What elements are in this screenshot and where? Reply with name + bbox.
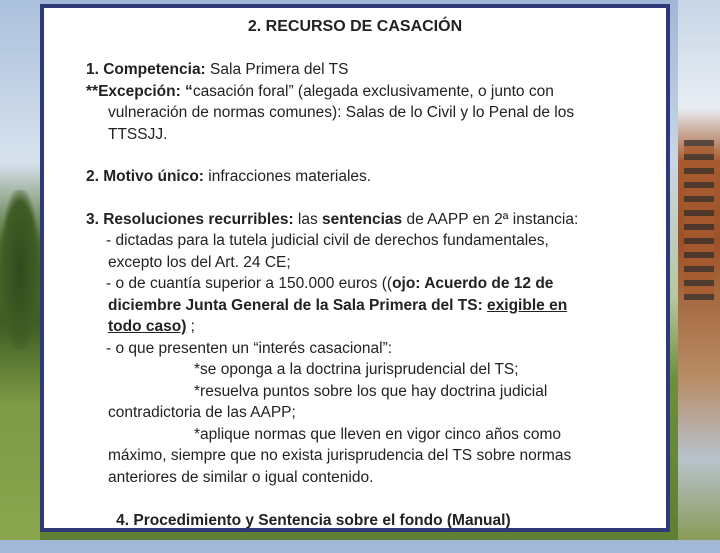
excepcion-label: **Excepción: “ — [86, 82, 193, 100]
excepcion-text: casación foral” (alegada exclusivamente, o junto con — [192, 82, 554, 100]
slide-text-box — [40, 4, 670, 532]
competencia-text: Sala Primera del TS — [205, 61, 349, 78]
resoluciones-line — [86, 209, 670, 231]
procedimiento-line — [86, 488, 670, 553]
building-windows — [684, 140, 714, 300]
exigible-note: todo caso) — [108, 318, 187, 335]
sub-bullet: *resuelva puntos sobre los que hay doctrina judicial — [194, 382, 548, 400]
bullet-line: - dictadas para la tutela judicial civil de derechos fundamentales, — [106, 232, 549, 249]
sub-bullet-continuation: contradictoria de las AAPP; — [108, 404, 296, 421]
motivo-label: 2. Motivo único: — [86, 168, 204, 185]
excepcion-line — [86, 81, 670, 103]
bullet-line: - o que presenten un “interés casacional”: — [106, 339, 393, 357]
excepcion-continuation: vulneración de normas comunes): Salas de lo Civil y lo Penal de los — [108, 104, 575, 121]
resoluciones-text: de AAPP en 2ª instancia: — [402, 210, 579, 228]
background-photo-left — [0, 0, 40, 540]
tree-silhouette — [0, 190, 40, 350]
ojo-note: diciembre Junta General de la Sala Primera del TS: — [108, 296, 488, 314]
excepcion-continuation: TTSSJJ. — [108, 125, 168, 143]
sub-bullet-continuation: anteriores de similar o igual contenido. — [108, 468, 374, 486]
bullet-text: ; — [186, 318, 195, 335]
ojo-note: ojo: Acuerdo de 12 de — [392, 275, 554, 292]
sentencias-word: sentencias — [322, 210, 403, 228]
slide-title: 2. RECURSO DE CASACIÓN — [247, 18, 463, 35]
competencia-line — [86, 59, 670, 81]
resoluciones-label: 3. Resoluciones recurribles: — [86, 210, 294, 228]
bullet-text: - o de cuantía superior a 150.000 euros (( — [106, 275, 393, 292]
procedimiento-label: 4. Procedimiento y Sentencia sobre el fondo (Manual) — [111, 511, 511, 529]
competencia-label: 1. Competencia: — [86, 61, 206, 78]
exigible-note: exigible en — [487, 296, 568, 314]
bullet-continuation — [86, 316, 670, 338]
bullet-line — [86, 273, 670, 295]
sub-bullet-continuation: máximo, siempre que no exista jurisprudencia del TS sobre normas — [108, 447, 572, 464]
sub-bullet: *aplique normas que lleven en vigor cinco años como — [194, 425, 562, 443]
resoluciones-text: las — [293, 210, 323, 228]
background-photo-right — [678, 0, 720, 540]
slide-content — [86, 59, 670, 553]
motivo-text: infracciones materiales. — [203, 168, 372, 185]
bullet-continuation: excepto los del Art. 24 CE; — [108, 253, 291, 271]
sub-bullet: *se oponga a la doctrina jurisprudencial del TS; — [194, 361, 519, 378]
bullet-continuation — [86, 295, 670, 317]
motivo-line — [86, 166, 670, 188]
